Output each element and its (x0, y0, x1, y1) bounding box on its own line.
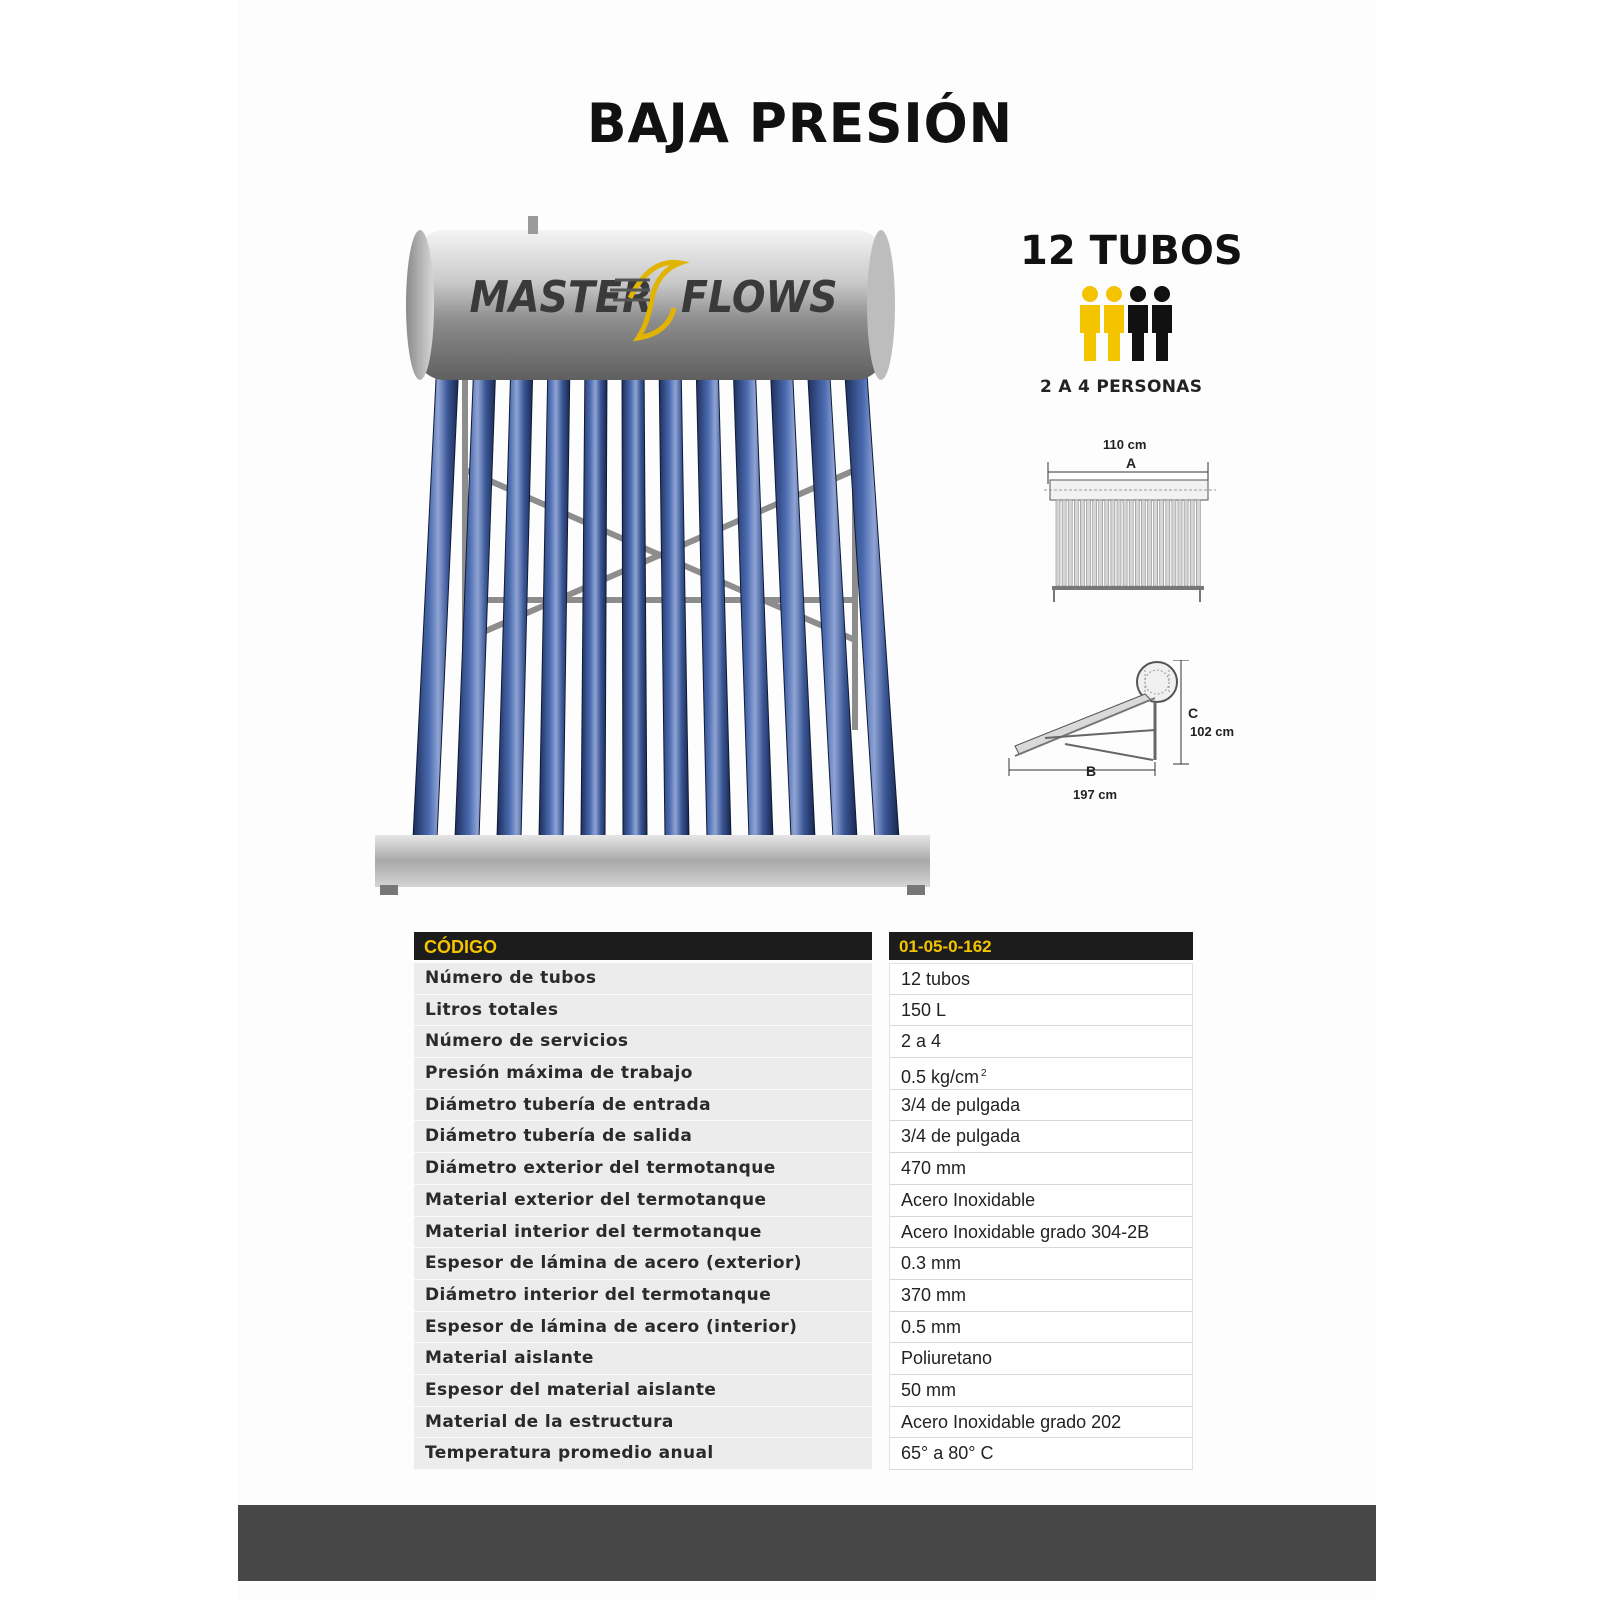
spec-row-label: Número de servicios (414, 1026, 872, 1058)
spec-row-value (889, 1438, 1193, 1470)
spec-value-text: Acero Inoxidable grado 202 (901, 1411, 1122, 1432)
side-height-value: 102 cm (1190, 724, 1235, 739)
people-group-icon (1078, 285, 1190, 365)
spec-row-label: Material aislante (414, 1343, 872, 1375)
spec-row-label: Material de la estructura (414, 1407, 872, 1439)
spec-row-value (889, 1280, 1193, 1312)
spec-value-text: 3/4 de pulgada (901, 1094, 1021, 1115)
diagram-tube (1196, 500, 1200, 586)
diagram-tube (1178, 500, 1182, 586)
spec-value-text: 12 tubos (901, 969, 971, 989)
diagram-tube (1093, 500, 1097, 586)
table-header-label: CÓDIGO (414, 932, 872, 960)
spec-row-value (889, 995, 1193, 1027)
vacuum-tube (539, 360, 570, 844)
page-title: BAJA PRESIÓN (586, 92, 1013, 155)
tubes-title: 12 TUBOS (1020, 228, 1243, 274)
spec-value-text: 470 mm (901, 1158, 967, 1179)
spec-row-label: Diámetro tubería de salida (414, 1121, 872, 1153)
diagram-tube (1056, 500, 1060, 586)
diagram-tube (1184, 500, 1188, 586)
spec-table-labels (414, 932, 872, 1470)
diagram-tube (1123, 500, 1127, 586)
diagram-tube (1135, 500, 1139, 586)
spec-row-value (889, 963, 1193, 995)
diagram-tube (1172, 500, 1176, 586)
solar-water-heater-image (375, 210, 955, 920)
spec-row-value (889, 1090, 1193, 1122)
side-base-value: 197 cm (1073, 787, 1118, 802)
side-base-label: B (1086, 763, 1097, 779)
front-width-label: A (1126, 455, 1137, 471)
spec-value-text: 0.5 kg/cm (901, 1067, 980, 1088)
front-view-diagram (1040, 458, 1240, 618)
spec-value-text: 150 L (901, 999, 947, 1020)
spec-row-label: Diámetro exterior del termotanque (414, 1153, 872, 1185)
diagram-tube (1154, 500, 1158, 586)
vacuum-tube (659, 360, 689, 844)
brand-logo-2: FLOWS (681, 271, 838, 323)
spec-value-text: 2 a 4 (901, 1031, 942, 1052)
spec-row-value (889, 1375, 1193, 1407)
spec-row-value (889, 1121, 1193, 1153)
spec-value-text: Acero Inoxidable grado 304-2B (901, 1221, 1150, 1242)
diagram-tube (1080, 500, 1084, 586)
spec-row-value (889, 1248, 1193, 1280)
spec-value-text: 370 mm (901, 1284, 967, 1305)
spec-row-value (889, 1153, 1193, 1185)
spec-value-text: 65° a 80° C (901, 1443, 994, 1464)
spec-value-superscript: 2 (981, 1068, 987, 1080)
people-capacity: 2 A 4 PERSONAS (1040, 377, 1203, 397)
diagram-tube (1068, 500, 1072, 586)
diagram-tube (1148, 500, 1152, 586)
spec-row-label: Espesor de lámina de acero (exterior) (414, 1248, 872, 1280)
side-height-label: C (1188, 705, 1199, 721)
diagram-tube (1105, 500, 1109, 586)
diagram-tube (1141, 500, 1145, 586)
spec-row-value (889, 1343, 1193, 1375)
front-width-value: 110 cm (1103, 437, 1147, 452)
table-header-value: 01-05-0-162 (889, 932, 1193, 960)
spec-value-text: 3/4 de pulgada (901, 1126, 1021, 1147)
diagram-tube (1111, 500, 1115, 586)
vacuum-tube (581, 360, 607, 844)
spec-value-text: 0.5 mm (901, 1316, 962, 1337)
diagram-tube (1166, 500, 1170, 586)
spec-table-values (889, 932, 1193, 1470)
spec-row-label: Diámetro tubería de entrada (414, 1090, 872, 1122)
brand-logo: MASTER (469, 271, 653, 323)
spec-row-label: Material exterior del termotanque (414, 1185, 872, 1217)
diagram-tube (1117, 500, 1121, 586)
diagram-tube (1062, 500, 1066, 586)
diagram-tube (1190, 500, 1194, 586)
spec-value-text: Acero Inoxidable (901, 1189, 1036, 1210)
spec-row-value (889, 1058, 1193, 1090)
vacuum-tube (622, 360, 647, 844)
diagram-tube (1160, 500, 1164, 586)
spec-row-value (889, 1185, 1193, 1217)
footer-bar (238, 1505, 1376, 1581)
spec-row-label: Temperatura promedio anual (414, 1438, 872, 1470)
spec-row-label: Material interior del termotanque (414, 1217, 872, 1249)
spec-row-label: Espesor de lámina de acero (interior) (414, 1312, 872, 1344)
diagram-tube (1099, 500, 1103, 586)
spec-row-label: Presión máxima de trabajo (414, 1058, 872, 1090)
spec-value-text: 50 mm (901, 1379, 957, 1400)
spec-row-label: Litros totales (414, 995, 872, 1027)
spec-row-value (889, 1312, 1193, 1344)
spec-value-text: Poliuretano (901, 1348, 993, 1369)
spec-row-label: Número de tubos (414, 963, 872, 995)
diagram-tube (1074, 500, 1078, 586)
spec-row-value (889, 1217, 1193, 1249)
spec-row-label: Diámetro interior del termotanque (414, 1280, 872, 1312)
spec-row-value (889, 1407, 1193, 1439)
spec-row-value (889, 1026, 1193, 1058)
vacuum-tube (413, 360, 459, 844)
spec-value-text: 0.3 mm (901, 1253, 962, 1274)
diagram-tube (1129, 500, 1133, 586)
diagram-tube (1087, 500, 1091, 586)
spec-row-label: Espesor del material aislante (414, 1375, 872, 1407)
